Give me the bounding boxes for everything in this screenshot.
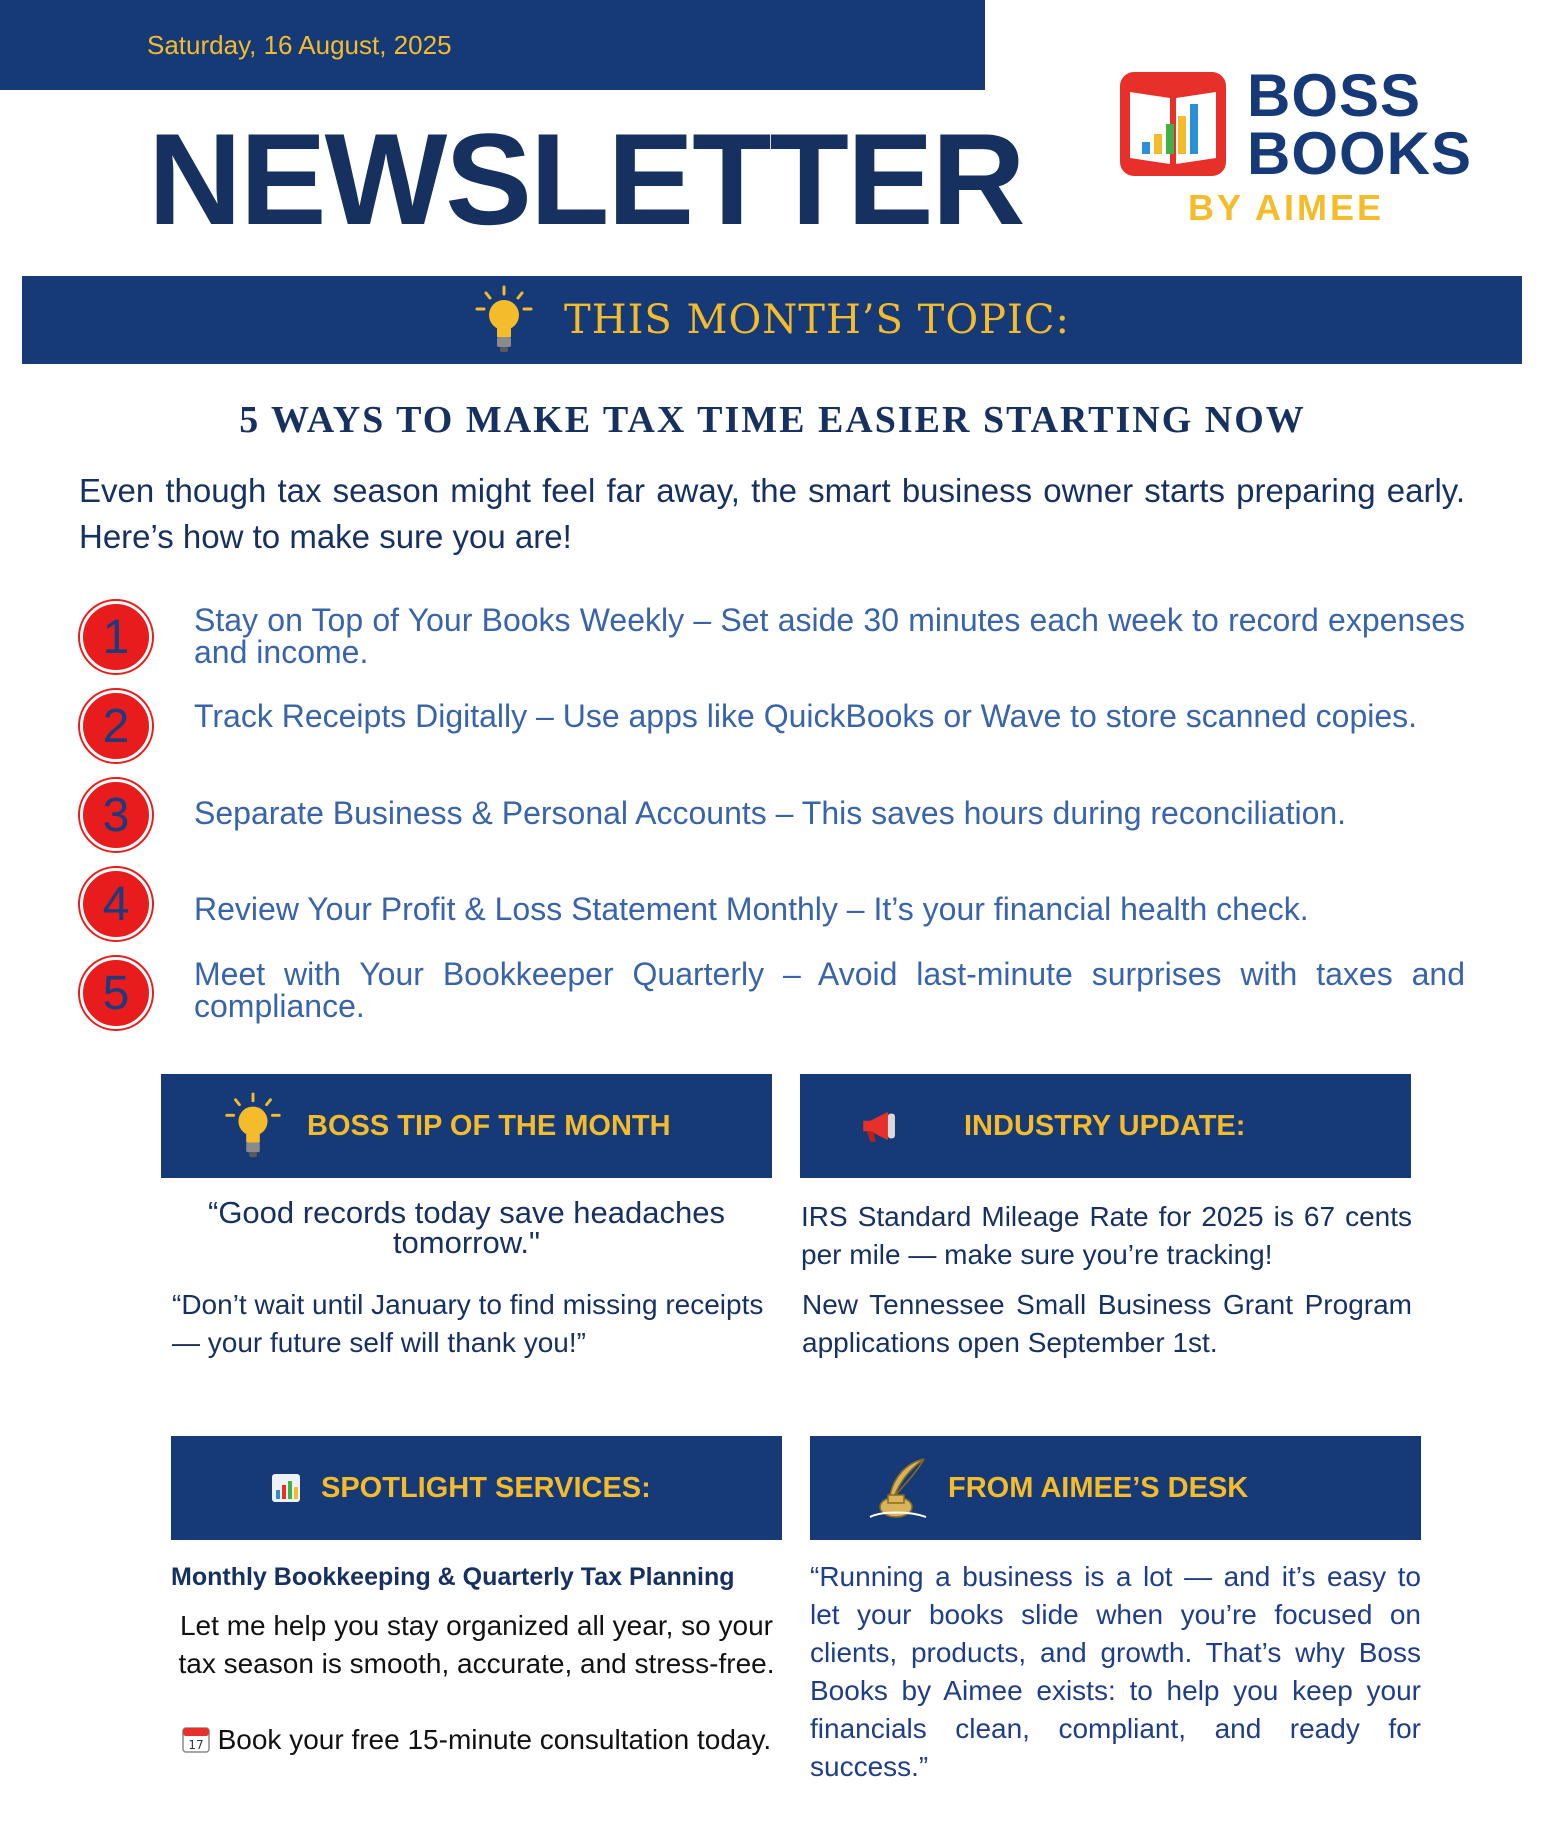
list-item: Review Your Profit & Loss Statement Monthly – It’s your financial health check. [194, 891, 1309, 927]
aimee-desk-title: FROM AIMEE’S DESK [948, 1471, 1249, 1504]
bar-chart-icon [271, 1473, 301, 1503]
boss-tip-quote-2: “Don’t wait until January to find missing receipts — your future self will thank you!” [172, 1289, 764, 1358]
tip-number-badge: 1 [80, 601, 152, 673]
consultation-cta-text: Book your free 15-minute consultation today. [217, 1724, 772, 1755]
lightbulb-icon [474, 285, 534, 355]
tip-number-badge: 5 [80, 957, 152, 1029]
svg-text:17: 17 [188, 1738, 204, 1752]
spotlight-service-name: Monthly Bookkeeping & Quarterly Tax Planning [171, 1563, 735, 1591]
list-item: Stay on Top of Your Books Weekly – Set aside 30 minutes each week to record expenses and income. [194, 602, 1465, 670]
date-banner [0, 0, 985, 90]
megaphone-icon [858, 1108, 902, 1144]
logo-text-by-aimee: BY AIMEE [1188, 187, 1385, 228]
spotlight-service-description: Let me help you stay organized all year, so your tax season is smooth, accurate, and stress-free. [178, 1610, 775, 1679]
aimee-desk-message: “Running a business is a lot — and it’s easy to let your books slide when you’re focused on clients, products, and growth. That’s why Boss Books by Aimee exists: to help you keep your financials clean, compliant, and ready for success.” [810, 1561, 1421, 1782]
spotlight-services-header [171, 1436, 782, 1540]
quill-inkwell-icon [866, 1453, 936, 1523]
calendar-icon [182, 1725, 210, 1753]
list-item: Track Receipts Digitally – Use apps like QuickBooks or Wave to store scanned copies. [194, 698, 1418, 734]
newsletter-title: NEWSLETTER [148, 106, 1024, 252]
issue-date: Saturday, 16 August, 2025 [147, 30, 452, 60]
industry-update-item-2: New Tennessee Small Business Grant Program applications open September 1st. [802, 1289, 1412, 1358]
tip-number-badge: 2 [80, 690, 152, 762]
topic-headline: 5 WAYS TO MAKE TAX TIME EASIER STARTING NOW [239, 399, 1306, 441]
logo-text-boss: BOSS [1247, 62, 1422, 129]
book-chart-icon [1118, 70, 1228, 178]
consultation-cta [171, 1721, 782, 1759]
industry-update-header [800, 1074, 1411, 1178]
industry-update-title: INDUSTRY UPDATE: [964, 1109, 1246, 1142]
tip-number-badge: 4 [80, 868, 152, 940]
boss-tip-quote: “Good records today save headaches tomorrow." [208, 1195, 725, 1260]
spotlight-services-title: SPOTLIGHT SERVICES: [321, 1471, 651, 1504]
boss-tip-title: BOSS TIP OF THE MONTH [307, 1109, 671, 1142]
logo-text-books: BOOKS [1247, 120, 1473, 187]
industry-update-item: IRS Standard Mileage Rate for 2025 is 67 cents per mile — make sure you’re tracking! [801, 1201, 1412, 1270]
aimee-desk-header [810, 1436, 1421, 1540]
list-item: Separate Business & Personal Accounts – This saves hours during reconciliation. [194, 795, 1347, 831]
lightbulb-icon [223, 1092, 283, 1160]
boss-tip-header [161, 1074, 772, 1178]
list-item: Meet with Your Bookkeeper Quarterly – Avoid last-minute surprises with taxes and compliance. [194, 956, 1465, 1024]
topic-label: THIS MONTH’S TOPIC: [564, 297, 1070, 343]
tip-number-badge: 3 [80, 779, 152, 851]
intro-paragraph: Even though tax season might feel far away, the smart business owner starts preparing early. Here’s how to make sure you are! [79, 472, 1465, 555]
topic-banner [22, 276, 1522, 364]
